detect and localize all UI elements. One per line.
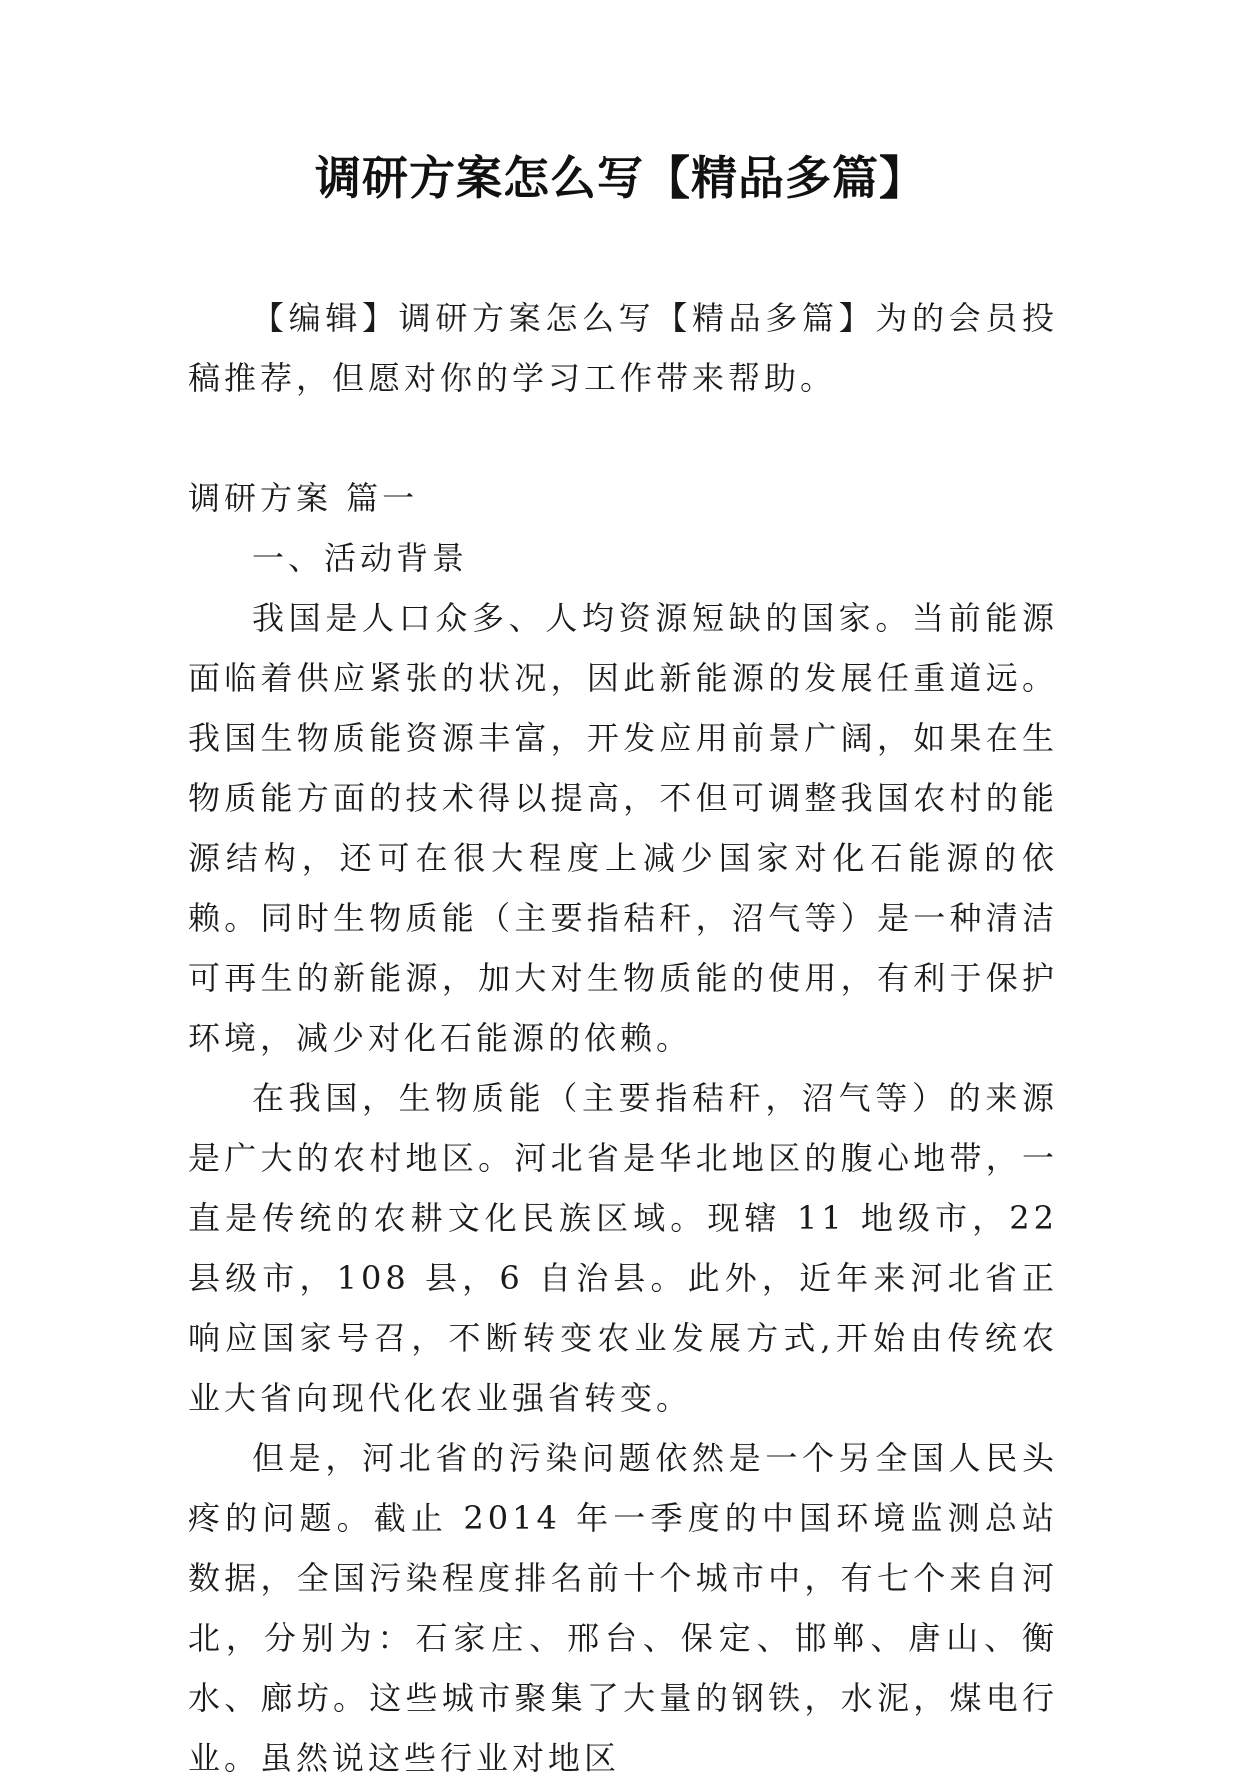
document-title: 调研方案怎么写【精品多篇】 bbox=[315, 151, 926, 205]
document-body bbox=[188, 288, 1058, 1788]
subheading-background: 一、活动背景 bbox=[252, 539, 469, 577]
section-heading: 调研方案 篇一 bbox=[188, 479, 419, 517]
body-paragraph: 但是，河北省的污染问题依然是一个另全国人民头疼的问题。截止 2014 年一季度的中国环境监测总站数据，全国污染程度排名前十个城市中，有七个来自河北，分别为：石家庄、邢台、保定、邯郸、唐山、衡水、廊坊。这些城市聚集了大量的钢铁，水泥，煤电行业。虽然说这些行业对地区 bbox=[188, 1439, 1058, 1777]
lede-paragraph: 【编辑】调研方案怎么写【精品多篇】为的会员投稿推荐，但愿对你的学习工作带来帮助。 bbox=[188, 299, 1058, 397]
body-paragraph: 在我国，生物质能（主要指秸秆，沼气等）的来源是广大的农村地区。河北省是华北地区的腹心地带，一直是传统的农耕文化民族区域。现辖 11 地级市，22 县级市，108 县，6 自治县。此外，近年来河北省正响应国家号召，不断转变农业发展方式,开始由传统农业大省向现代化农业强省转变。 bbox=[188, 1079, 1058, 1417]
body-paragraph: 我国是人口众多、人均资源短缺的国家。当前能源面临着供应紧张的状况，因此新能源的发展任重道远。我国生物质能资源丰富，开发应用前景广阔，如果在生物质能方面的技术得以提高，不但可调整我国农村的能源结构，还可在很大程度上减少国家对化石能源的依赖。同时生物质能（主要指秸秆，沼气等）是一种清洁可再生的新能源，加大对生物质能的使用，有利于保护环境，减少对化石能源的依赖。 bbox=[188, 599, 1058, 1057]
